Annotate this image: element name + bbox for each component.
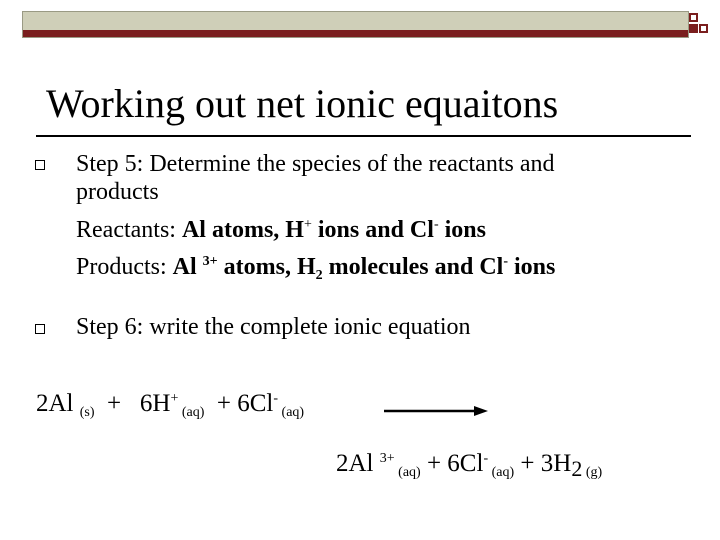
eq-al-charge: 3+ [379, 451, 395, 466]
reactants-label: Reactants: [76, 217, 182, 243]
eq-cl-charge: - [273, 391, 279, 406]
slide-title: Working out net ionic equaitons [46, 81, 559, 126]
eq-cl-ion: + 6Cl [420, 450, 484, 477]
reaction-arrow-icon [384, 404, 488, 418]
products-mid: atoms, H [217, 254, 316, 280]
step5-line1: Step 5: Determine the species of the reactants and [76, 151, 555, 177]
products-al: Al [172, 254, 203, 280]
state-aq: (aq) [278, 405, 305, 420]
h2-subscript: 2 [571, 456, 583, 481]
step6-text: Step 6: write the complete ionic equation [76, 314, 471, 340]
eq-al-ion: 2Al [336, 450, 380, 477]
reactants-end: ions [438, 217, 486, 243]
equation-reactants [36, 389, 304, 418]
h-ion-charge: + [303, 217, 312, 232]
eq-h: + 6H [94, 390, 171, 417]
cl-ion-charge: - [433, 217, 439, 232]
products-label: Products: [76, 254, 173, 280]
corner-square-icon [699, 24, 708, 33]
products-line [76, 253, 555, 282]
hollow-square-bullet-icon [35, 324, 45, 334]
reactants-line [76, 216, 486, 245]
top-bar-accent-stripe [23, 30, 688, 37]
corner-square-icon [689, 13, 698, 22]
products-cl-charge: - [503, 254, 508, 269]
h2-subscript: 2 [315, 268, 323, 283]
products-end: ions [508, 254, 556, 280]
corner-square-icon [689, 24, 698, 33]
eq-al: 2Al [36, 390, 80, 417]
state-solid: (s) [79, 405, 95, 420]
eq-h-charge: + [170, 391, 179, 406]
step5-line2: products [76, 179, 159, 205]
top-decorative-bar [22, 11, 689, 38]
hollow-square-bullet-icon [35, 160, 45, 170]
reactants-mid: ions and Cl [311, 217, 434, 243]
state-aq: (aq) [178, 405, 205, 420]
title-underline [36, 135, 691, 137]
al-ion-charge: 3+ [202, 254, 218, 269]
state-aq: (aq) [488, 465, 515, 480]
state-gas: (g) [582, 465, 603, 480]
equation-products [336, 449, 603, 481]
eq-h2: + 3H [514, 450, 572, 477]
products-mid2: molecules and Cl [322, 254, 504, 280]
eq-cl: + 6Cl [204, 390, 274, 417]
reactants-al: Al atoms, H [181, 217, 304, 243]
eq-cl-ion-charge: - [483, 451, 489, 466]
state-aq: (aq) [394, 465, 421, 480]
